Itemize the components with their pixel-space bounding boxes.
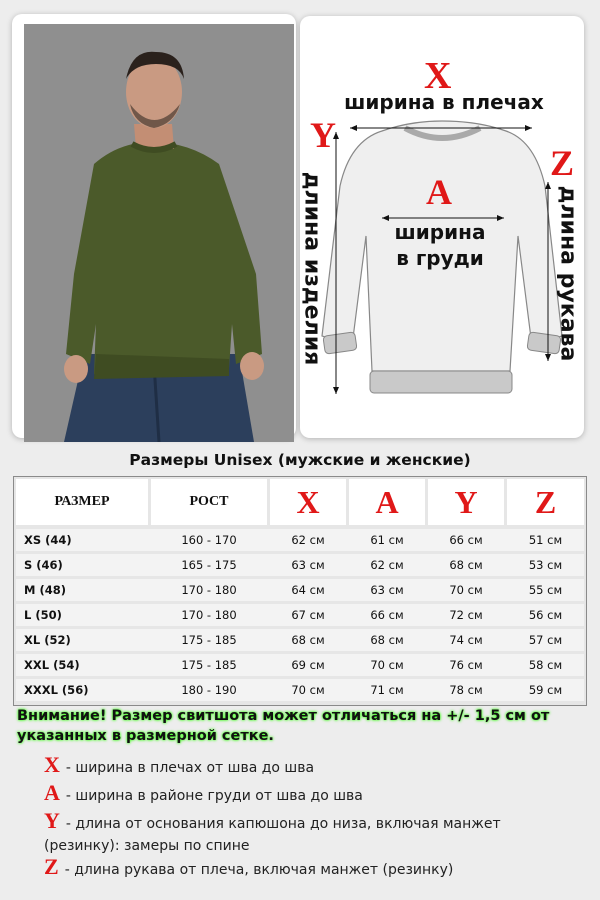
table-cell: 59 см bbox=[528, 683, 563, 697]
table-cell: 61 см bbox=[370, 533, 404, 547]
table-cell: S (46) bbox=[24, 558, 63, 572]
table-row bbox=[16, 529, 584, 551]
table-cell: 62 см bbox=[291, 533, 325, 547]
photo-card bbox=[12, 14, 296, 438]
a-letter: A bbox=[426, 172, 452, 212]
x-label: ширина в плечах bbox=[344, 90, 544, 114]
table-cell: 165 - 175 bbox=[181, 558, 237, 572]
table-row bbox=[16, 679, 584, 701]
table-cell: 69 см bbox=[291, 658, 325, 672]
legend-letter: Y bbox=[44, 808, 60, 833]
legend-item-a bbox=[44, 782, 564, 807]
table-cell: M (48) bbox=[24, 583, 66, 597]
table-row bbox=[16, 579, 584, 601]
table-row bbox=[16, 654, 584, 676]
table-cell: 74 см bbox=[449, 633, 483, 647]
header-z: Z bbox=[507, 479, 584, 525]
table-cell: 180 - 190 bbox=[181, 683, 237, 697]
table-row bbox=[16, 604, 584, 626]
table-cell: 68 см bbox=[370, 633, 404, 647]
table-cell: 72 см bbox=[449, 608, 483, 622]
table-cell: 63 см bbox=[370, 583, 404, 597]
legend-letter: X bbox=[44, 752, 60, 777]
header-y: Y bbox=[428, 479, 504, 525]
table-cell: 66 см bbox=[370, 608, 404, 622]
legend-text: - ширина в плечах от шва до шва bbox=[65, 760, 315, 776]
table-cell: 78 см bbox=[449, 683, 483, 697]
table-cell: L (50) bbox=[24, 608, 62, 622]
table-cell: 62 см bbox=[370, 558, 404, 572]
table-cell: 70 см bbox=[291, 683, 325, 697]
legend-item-y bbox=[44, 810, 564, 857]
z-label: длина рукава bbox=[555, 185, 581, 362]
table-row bbox=[16, 629, 584, 651]
table-cell: XXXL (56) bbox=[24, 683, 89, 697]
table-cell: 58 см bbox=[528, 658, 563, 672]
table-cell: 68 см bbox=[291, 633, 325, 647]
table-cell: 68 см bbox=[449, 558, 483, 572]
x-letter: X bbox=[424, 55, 452, 97]
table-cell: XXL (54) bbox=[24, 658, 80, 672]
size-table bbox=[13, 476, 587, 706]
table-cell: 64 см bbox=[291, 583, 325, 597]
table-cell: XL (52) bbox=[24, 633, 71, 647]
header-x: X bbox=[270, 479, 346, 525]
table-cell: 76 см bbox=[449, 658, 483, 672]
a-label-line2: в груди bbox=[396, 246, 484, 270]
table-cell: 57 см bbox=[528, 633, 563, 647]
legend-text: - длина от основания капюшона до низа, включая манжет (резинку): замеры по спине bbox=[44, 816, 501, 854]
a-label-line1: ширина bbox=[394, 220, 486, 244]
header-height: РОСТ bbox=[151, 479, 267, 525]
table-row bbox=[16, 554, 584, 576]
table-cell: 160 - 170 bbox=[181, 533, 237, 547]
legend-text: - длина рукава от плеча, включая манжет (резинку) bbox=[64, 862, 454, 878]
table-cell: 175 - 185 bbox=[181, 633, 237, 647]
legend-item-z bbox=[44, 856, 564, 881]
z-letter: Z bbox=[550, 143, 575, 183]
model-photo bbox=[24, 24, 294, 442]
legend-letter: A bbox=[44, 780, 60, 805]
table-cell: 71 см bbox=[370, 683, 404, 697]
table-cell: 53 см bbox=[528, 558, 563, 572]
table-cell: 70 см bbox=[370, 658, 404, 672]
table-cell: 70 см bbox=[449, 583, 483, 597]
table-cell: 67 см bbox=[291, 608, 325, 622]
size-notice: Внимание! Размер свитшота может отличаться на +/- 1,5 см от указанных в размерной сетке. bbox=[17, 708, 550, 744]
y-label: длина изделия bbox=[299, 171, 325, 366]
header-size: РАЗМЕР bbox=[16, 479, 148, 525]
table-cell: 56 см bbox=[528, 608, 563, 622]
table-cell: 51 см bbox=[528, 533, 563, 547]
header-a: A bbox=[349, 479, 425, 525]
legend-item-x bbox=[44, 754, 564, 779]
table-cell: XS (44) bbox=[24, 533, 72, 547]
table-cell: 170 - 180 bbox=[181, 583, 237, 597]
y-letter: Y bbox=[310, 115, 336, 155]
table-cell: 170 - 180 bbox=[181, 608, 237, 622]
table-cell: 66 см bbox=[449, 533, 483, 547]
table-cell: 63 см bbox=[291, 558, 325, 572]
legend-letter: Z bbox=[44, 854, 59, 879]
size-diagram-card bbox=[300, 16, 584, 438]
table-cell: 175 - 185 bbox=[181, 658, 237, 672]
table-title: Размеры Unisex (мужские и женские) bbox=[129, 451, 471, 469]
table-cell: 55 см bbox=[528, 583, 563, 597]
legend-text: - ширина в районе груди от шва до шва bbox=[65, 788, 363, 804]
